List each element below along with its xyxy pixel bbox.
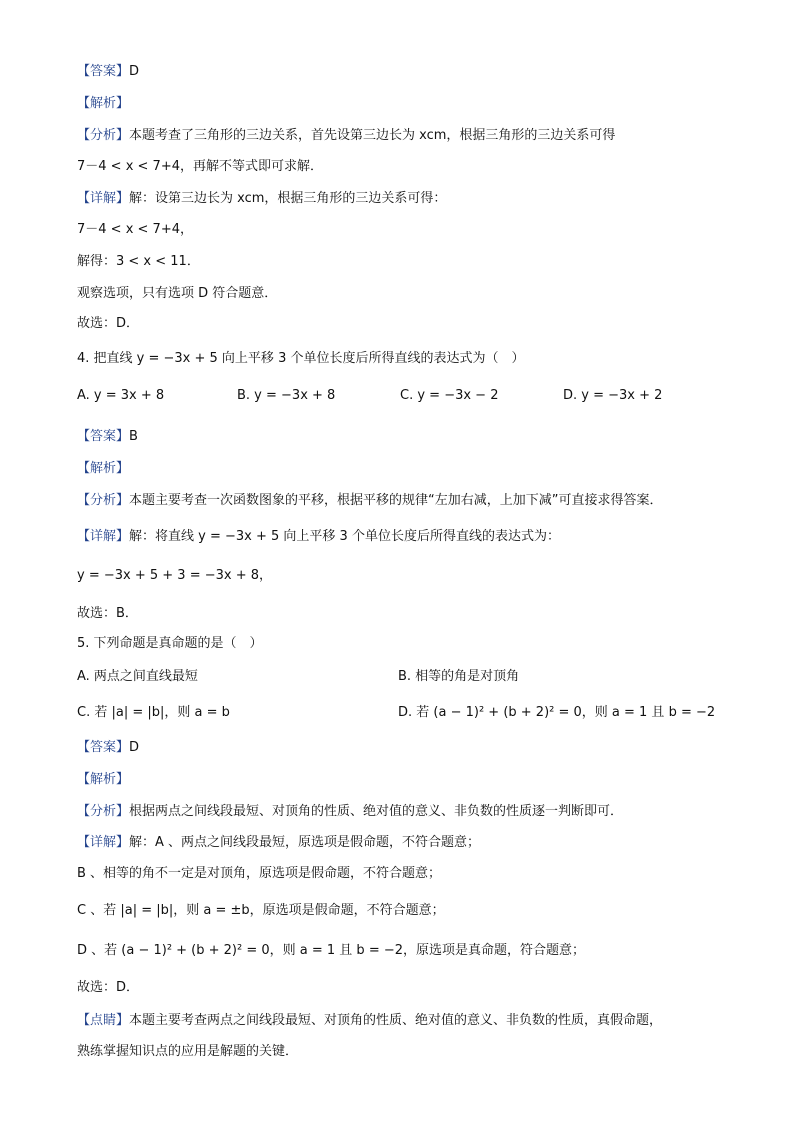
q5-comment-label: 【点睛】 (77, 1013, 130, 1028)
q3-detail-label: 【详解】 (77, 191, 130, 206)
q5-answer-label: 【答案】 (77, 740, 130, 755)
q4-option-d: D. y = −3x + 2 (563, 388, 663, 403)
q3-analysis-line1 (77, 127, 615, 145)
q5-option-a: A. 两点之间直线最短 (77, 669, 198, 684)
q5-detail-line3: C 、若 |a| = |b|，则 a = ±b，原选项是假命题，不符合题意； (77, 903, 445, 918)
q5-option-c: C. 若 |a| = |b|，则 a = b (77, 705, 230, 720)
q4-detail-line2: y = −3x + 5 + 3 = −3x + 8， (77, 568, 273, 583)
q4-detail-line1 (77, 528, 560, 546)
q4-analysis-heading: 【解析】 (77, 461, 130, 476)
q5-stem: 5. 下列命题是真命题的是（ ） (77, 636, 263, 651)
q5-option-b: B. 相等的角是对顶角 (398, 669, 520, 684)
q3-detail-text1: 解：设第三边长为 xcm，根据三角形的三边关系可得： (129, 191, 447, 206)
q3-answer: D (129, 64, 140, 79)
q4-option-c: C. y = −3x − 2 (400, 388, 499, 403)
q3-detail-line4: 观察选项，只有选项 D 符合题意． (77, 286, 278, 301)
q4-answer-line (77, 428, 138, 446)
q3-analysis-text1: 本题考查了三角形的三边关系，首先设第三边长为 xcm，根据三角形的三边关系可得 (129, 128, 616, 143)
q4-analysis-label: 【分析】 (77, 493, 130, 508)
q5-answer: D (129, 740, 140, 755)
q4-stem: 4. 把直线 y = −3x + 5 向上平移 3 个单位长度后所得直线的表达式为（ ） (77, 351, 525, 366)
q5-analysis-label: 【分析】 (77, 804, 130, 819)
q4-option-b: B. y = −3x + 8 (237, 388, 336, 403)
q5-analysis-text1: 根据两点之间线段最短、对顶角的性质、绝对值的意义、非负数的性质逐一判断即可． (129, 804, 624, 819)
q5-detail-line1 (77, 834, 480, 852)
q5-comment-text1: 本题主要考查两点之间线段最短、对顶角的性质、绝对值的意义、非负数的性质，真假命题， (129, 1013, 663, 1028)
q3-detail-line1 (77, 190, 446, 208)
q4-analysis-line1 (77, 492, 663, 510)
q3-analysis-line2: 7－4 < x < 7+4，再解不等式即可求解． (77, 159, 323, 174)
q5-detail-text1: 解：A 、两点之间线段最短，原选项是假命题，不符合题意； (129, 835, 481, 850)
q4-analysis-text1: 本题主要考查一次函数图象的平移，根据平移的规律“左加右减，上加下减”可直接求得答案． (129, 493, 663, 508)
q5-analysis-heading: 【解析】 (77, 772, 130, 787)
q3-conclusion: 故选：D． (77, 316, 140, 331)
q5-option-d: D. 若 (a − 1)² + (b + 2)² = 0，则 a = 1 且 b = −2 (398, 705, 716, 720)
q4-conclusion: 故选：B． (77, 606, 138, 621)
q5-comment-line2: 熟练掌握知识点的应用是解题的关键． (77, 1044, 299, 1059)
q4-option-a: A. y = 3x + 8 (77, 388, 165, 403)
q4-answer-label: 【答案】 (77, 429, 130, 444)
q5-detail-line4: D 、若 (a − 1)² + (b + 2)² = 0，则 a = 1 且 b = −2，原选项是真命题，符合题意； (77, 943, 586, 958)
q4-answer: B (129, 429, 138, 444)
q3-answer-line (77, 63, 139, 81)
q3-answer-label: 【答案】 (77, 64, 130, 79)
q3-analysis-heading: 【解析】 (77, 96, 130, 111)
q3-analysis-label: 【分析】 (77, 128, 130, 143)
q5-answer-line (77, 739, 139, 757)
q3-detail-line3: 解得：3 < x < 11． (77, 254, 200, 269)
q3-detail-line2: 7－4 < x < 7+4， (77, 222, 193, 237)
q5-analysis-line1 (77, 803, 623, 821)
q5-comment-line1 (77, 1012, 662, 1030)
q4-detail-text1: 解：将直线 y = −3x + 5 向上平移 3 个单位长度后所得直线的表达式为： (129, 529, 560, 544)
q5-conclusion: 故选：D． (77, 980, 140, 995)
q4-detail-label: 【详解】 (77, 529, 130, 544)
q5-detail-line2: B 、相等的角不一定是对顶角，原选项是假命题，不符合题意； (77, 866, 442, 881)
q5-detail-label: 【详解】 (77, 835, 130, 850)
